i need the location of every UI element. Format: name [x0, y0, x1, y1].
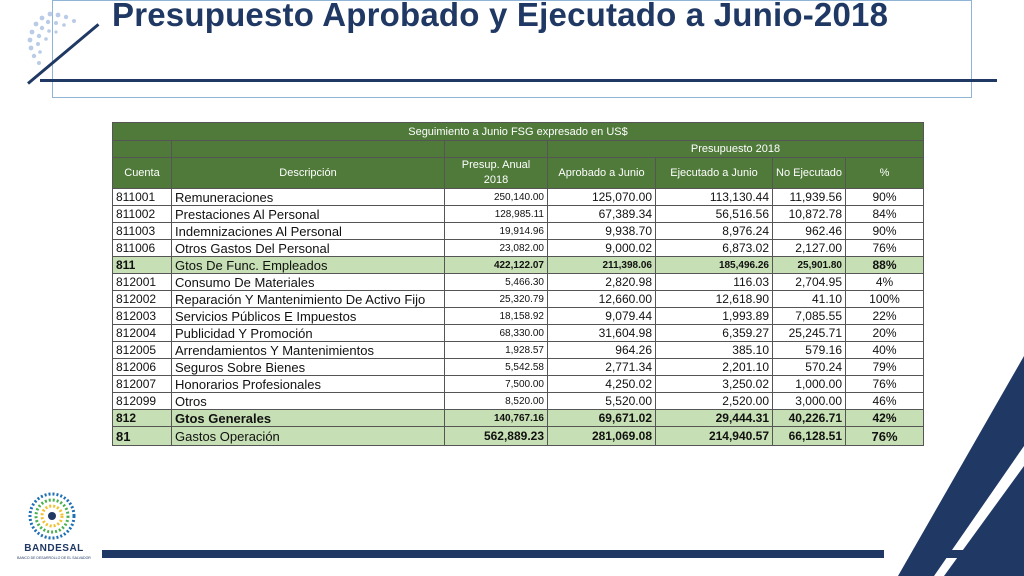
cell-descripcion: Seguros Sobre Bienes: [172, 359, 445, 376]
cell-no-ejecutado: 25,901.80: [773, 257, 846, 274]
cell-presupuesto: 128,985.11: [445, 206, 548, 223]
cell-cuenta: 812002: [113, 291, 172, 308]
cell-porcentaje: 46%: [846, 393, 924, 410]
cell-no-ejecutado: 1,000.00: [773, 376, 846, 393]
cell-porcentaje: 100%: [846, 291, 924, 308]
cell-presupuesto: 23,082.00: [445, 240, 548, 257]
cell-cuenta: 812003: [113, 308, 172, 325]
cell-cuenta: 812007: [113, 376, 172, 393]
cell-descripcion: Otros Gastos Del Personal: [172, 240, 445, 257]
cell-porcentaje: 76%: [846, 240, 924, 257]
cell-cuenta: 812001: [113, 274, 172, 291]
cell-cuenta: 811: [113, 257, 172, 274]
cell-aprobado: 31,604.98: [548, 325, 656, 342]
column-header-cuenta: Cuenta: [113, 158, 172, 189]
corner-decoration-icon: [884, 356, 1024, 576]
column-header-descripcion: Descripción: [172, 158, 445, 189]
cell-porcentaje: 88%: [846, 257, 924, 274]
cell-cuenta: 812004: [113, 325, 172, 342]
cell-presupuesto: 7,500.00: [445, 376, 548, 393]
cell-porcentaje: 20%: [846, 325, 924, 342]
cell-cuenta: 811002: [113, 206, 172, 223]
cell-aprobado: 125,070.00: [548, 189, 656, 206]
cell-descripcion: Gastos Operación: [172, 427, 445, 446]
cell-ejecutado: 8,976.24: [656, 223, 773, 240]
cell-no-ejecutado: 570.24: [773, 359, 846, 376]
title-underline: [40, 79, 997, 82]
cell-aprobado: 9,938.70: [548, 223, 656, 240]
cell-no-ejecutado: 579.16: [773, 342, 846, 359]
table-row: [113, 223, 924, 240]
cell-descripcion: Gtos Generales: [172, 410, 445, 427]
footer-rule: [102, 550, 992, 558]
table-caption: Seguimiento a Junio FSG expresado en US$: [113, 123, 924, 141]
header-blank: [172, 141, 445, 158]
cell-no-ejecutado: 3,000.00: [773, 393, 846, 410]
cell-no-ejecutado: 66,128.51: [773, 427, 846, 446]
cell-porcentaje: 76%: [846, 427, 924, 446]
cell-porcentaje: 90%: [846, 223, 924, 240]
cell-presupuesto: 5,542.58: [445, 359, 548, 376]
column-header-porcentaje: %: [846, 158, 924, 189]
cell-presupuesto: 140,767.16: [445, 410, 548, 427]
cell-aprobado: 281,069.08: [548, 427, 656, 446]
cell-no-ejecutado: 25,245.71: [773, 325, 846, 342]
cell-descripcion: Otros: [172, 393, 445, 410]
cell-descripcion: Remuneraciones: [172, 189, 445, 206]
cell-porcentaje: 84%: [846, 206, 924, 223]
cell-ejecutado: 3,250.02: [656, 376, 773, 393]
cell-descripcion: Gtos De Func. Empleados: [172, 257, 445, 274]
cell-no-ejecutado: 10,872.78: [773, 206, 846, 223]
cell-ejecutado: 56,516.56: [656, 206, 773, 223]
table-row: [113, 359, 924, 376]
cell-no-ejecutado: 2,127.00: [773, 240, 846, 257]
cell-descripcion: Arrendamientos Y Mantenimientos: [172, 342, 445, 359]
table-row: [113, 393, 924, 410]
cell-cuenta: 811001: [113, 189, 172, 206]
cell-presupuesto: 5,466.30: [445, 274, 548, 291]
column-header-ejecutado: Ejecutado a Junio: [656, 158, 773, 189]
cell-no-ejecutado: 40,226.71: [773, 410, 846, 427]
cell-porcentaje: 22%: [846, 308, 924, 325]
table-row: [113, 291, 924, 308]
cell-aprobado: 9,000.02: [548, 240, 656, 257]
cell-presupuesto: 1,928.57: [445, 342, 548, 359]
cell-aprobado: 2,771.34: [548, 359, 656, 376]
cell-ejecutado: 113,130.44: [656, 189, 773, 206]
cell-aprobado: 2,820.98: [548, 274, 656, 291]
cell-presupuesto: 250,140.00: [445, 189, 548, 206]
cell-cuenta: 81: [113, 427, 172, 446]
column-header-aprobado: Aprobado a Junio: [548, 158, 656, 189]
cell-aprobado: 12,660.00: [548, 291, 656, 308]
column-header-no-ejecutado: No Ejecutado: [773, 158, 846, 189]
cell-aprobado: 69,671.02: [548, 410, 656, 427]
table-row: [113, 257, 924, 274]
cell-porcentaje: 90%: [846, 189, 924, 206]
table-row: [113, 240, 924, 257]
cell-ejecutado: 2,201.10: [656, 359, 773, 376]
cell-descripcion: Consumo De Materiales: [172, 274, 445, 291]
cell-porcentaje: 4%: [846, 274, 924, 291]
table-row: [113, 342, 924, 359]
cell-presupuesto: 25,320.79: [445, 291, 548, 308]
cell-presupuesto: 422,122.07: [445, 257, 548, 274]
cell-aprobado: 67,389.34: [548, 206, 656, 223]
cell-ejecutado: 6,359.27: [656, 325, 773, 342]
cell-descripcion: Prestaciones Al Personal: [172, 206, 445, 223]
cell-no-ejecutado: 11,939.56: [773, 189, 846, 206]
cell-cuenta: 811006: [113, 240, 172, 257]
cell-porcentaje: 42%: [846, 410, 924, 427]
cell-descripcion: Indemnizaciones Al Personal: [172, 223, 445, 240]
cell-presupuesto: 562,889.23: [445, 427, 548, 446]
cell-descripcion: Honorarios Profesionales: [172, 376, 445, 393]
table-row: [113, 427, 924, 446]
cell-aprobado: 211,398.06: [548, 257, 656, 274]
table-row: [113, 325, 924, 342]
brand-name: BANDESAL: [24, 543, 84, 554]
table-row: [113, 274, 924, 291]
cell-cuenta: 812: [113, 410, 172, 427]
table-row: [113, 308, 924, 325]
cell-ejecutado: 2,520.00: [656, 393, 773, 410]
cell-porcentaje: 40%: [846, 342, 924, 359]
cell-ejecutado: 116.03: [656, 274, 773, 291]
cell-aprobado: 9,079.44: [548, 308, 656, 325]
table-row: [113, 376, 924, 393]
cell-ejecutado: 6,873.02: [656, 240, 773, 257]
cell-aprobado: 4,250.02: [548, 376, 656, 393]
header-blank: [113, 141, 172, 158]
table-row: [113, 206, 924, 223]
cell-ejecutado: 29,444.31: [656, 410, 773, 427]
cell-aprobado: 964.26: [548, 342, 656, 359]
cell-cuenta: 811003: [113, 223, 172, 240]
header-blank: [445, 141, 548, 158]
cell-porcentaje: 79%: [846, 359, 924, 376]
cell-cuenta: 812006: [113, 359, 172, 376]
table-row: [113, 410, 924, 427]
cell-ejecutado: 12,618.90: [656, 291, 773, 308]
cell-no-ejecutado: 962.46: [773, 223, 846, 240]
page-title: Presupuesto Aprobado y Ejecutado a Junio-2018: [112, 0, 889, 33]
cell-ejecutado: 385.10: [656, 342, 773, 359]
cell-descripcion: Publicidad Y Promoción: [172, 325, 445, 342]
cell-presupuesto: 8,520.00: [445, 393, 548, 410]
cell-descripcion: Reparación Y Mantenimiento De Activo Fijo: [172, 291, 445, 308]
cell-descripcion: Servicios Públicos E Impuestos: [172, 308, 445, 325]
brand-subtitle: BANCO DE DESARROLLO DE EL SALVADOR: [17, 556, 91, 560]
cell-no-ejecutado: 2,704.95: [773, 274, 846, 291]
cell-aprobado: 5,520.00: [548, 393, 656, 410]
cell-presupuesto: 68,330.00: [445, 325, 548, 342]
cell-ejecutado: 185,496.26: [656, 257, 773, 274]
cell-ejecutado: 1,993.89: [656, 308, 773, 325]
budget-table: [112, 122, 924, 446]
cell-no-ejecutado: 7,085.55: [773, 308, 846, 325]
cell-presupuesto: 18,158.92: [445, 308, 548, 325]
cell-ejecutado: 214,940.57: [656, 427, 773, 446]
group-header: Presupuesto 2018: [548, 141, 924, 158]
cell-cuenta: 812099: [113, 393, 172, 410]
cell-no-ejecutado: 41.10: [773, 291, 846, 308]
table-row: [113, 189, 924, 206]
column-header-presupuesto: Presup. Anual 2018: [445, 158, 548, 189]
bandesal-logo-icon: [22, 490, 82, 542]
cell-cuenta: 812005: [113, 342, 172, 359]
cell-porcentaje: 76%: [846, 376, 924, 393]
cell-presupuesto: 19,914.96: [445, 223, 548, 240]
